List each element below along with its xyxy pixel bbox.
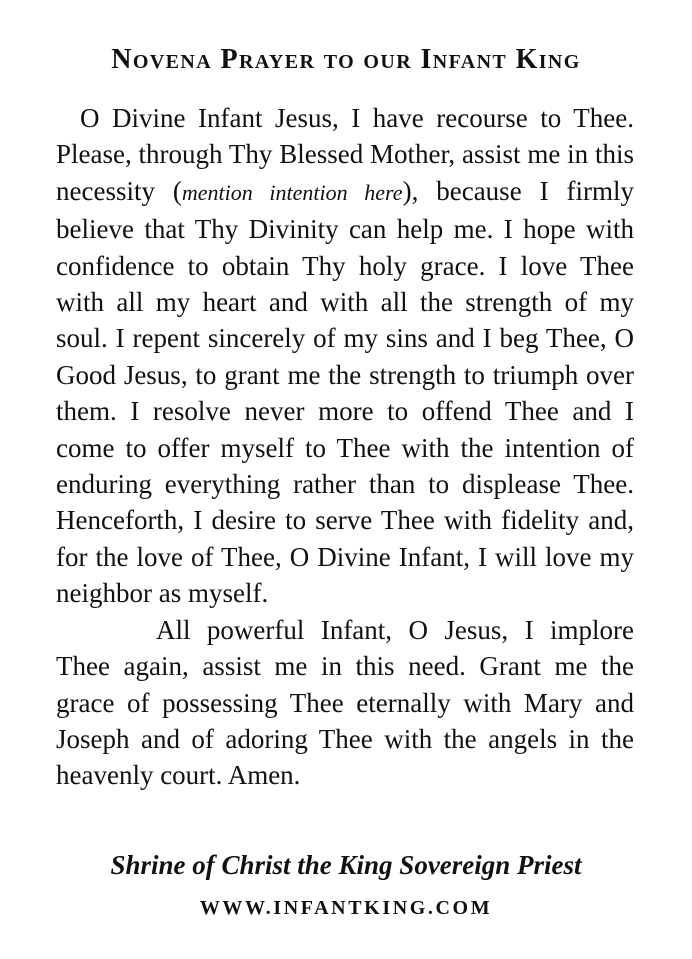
website-url: WWW.INFANTKING.COM bbox=[199, 897, 493, 919]
prayer-title: Novena Prayer to our Infant King bbox=[111, 44, 581, 75]
shrine-name: Shrine of Christ the King Sovereign Priest bbox=[110, 850, 582, 880]
intention-placeholder: mention intention here bbox=[181, 179, 403, 205]
prayer-text-start: O Divine Infant Jesus, I have recourse to Thee. Please, through Thy Blessed Mother, assist me in this necessity ( bbox=[56, 103, 634, 206]
prayer-text-continued: ), because I firmly believe that Thy Divinity can help me. I hope with confidence to obtain Thy holy grace. I love Thee with all my heart and with all the strength of my soul. I repent sincerely of my sins and I beg Thee, O Good Jesus, to grant me the strength to triumph over them. I resolve never more to offend Thee and I come to offer myself to Thee with the intention of enduring everything rather than to displease Thee. Henceforth, I desire to serve Thee with fidelity and, for the love of Thee, O Divine Infant, I will love my neighbor as myself. bbox=[56, 175, 634, 609]
prayer-paragraph-1 bbox=[56, 100, 634, 612]
prayer-paragraph-2: All powerful Infant, O Jesus, I implore Thee again, assist me in this need. Grant me the grace of possessing Thee eternally with Mary and Joseph and of adoring Thee with the angels in the heavenly court. Amen. bbox=[56, 614, 634, 791]
prayer-body bbox=[56, 100, 634, 794]
